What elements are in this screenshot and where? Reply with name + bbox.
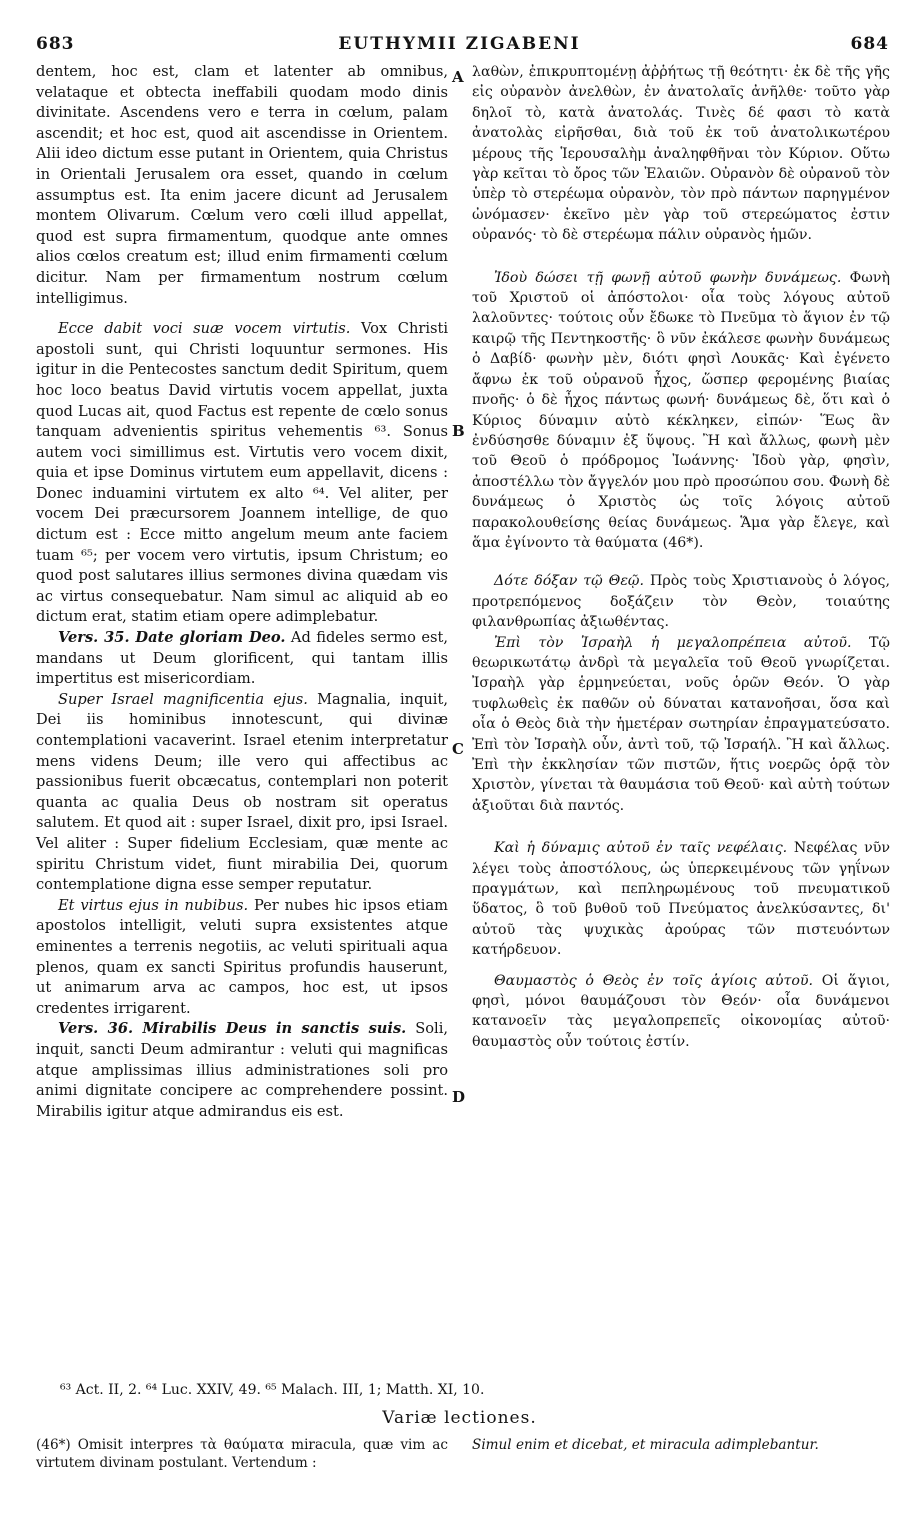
latin-column	[36, 62, 448, 1122]
greek-paragraph-1: λαθὼν, ἐπικρυπτομένῃ ἀῤῥήτως τῇ θεότητι· ἐκ δὲ τῆς γῆς εἰς οὐρανὸν ἀνελθὼν, ἐν ἀνατολαῖς ἀνῆλθε· τοῦτο γὰρ δηλοῖ τὸ, κατὰ ἀνατολάς. Τινὲς δέ φασι τὸ κατὰ ἀνατολὰς εἰρῆσθαι, διὰ τοῦ ἐκ τοῦ ἀνατολικωτέρου μέρους τῆς Ἱερουσαλὴμ ἀναληφθῆναι τὸν Κύριον. Οὕτω γὰρ κεῖται τὸ ὄρος τῶν Ἐλαιῶν. Οὐρανὸν δὲ οὐρανοῦ τὸν ὑπὲρ τὸ στερέωμα οὐρανὸν, τὸν πρὸ πάντων παρηγμένον ὠνόμασεν· ἐκεῖνο μὲν γὰρ τοῦ στερεώματος ἐστιν οὐρανός· τὸ δὲ στερέωμα πάλιν οὐρανὸς ἡμῶν.	[472, 64, 890, 244]
greek-text-5: Νεφέλας νῦν λέγει τοὺς ἀποστόλους, ὡς ὑπερκειμένους τῶν γηΐνων πραγμάτων, καὶ πεπληρωμένους τοῦ πνευματικοῦ ὕδατος, ὃ τοῦ βυθοῦ τοῦ Πνεύματος ἀνελκύσαντες, δι' αὐτοῦ τὰς ψυχικὰς ἀρούρας τῶν πιστευόντων κατήρδευον.	[472, 840, 890, 959]
latin-text-6: Soli, inquit, sancti Deum admirantur : veluti qui magnificas atque amplissimas illius administrationes soli pro animi dignitate concipere ac comprehendere possint. Mirabilis igitur atque admirandus eis est.	[36, 1020, 449, 1120]
margin-letter-c: C	[452, 740, 464, 758]
greek-text-3: Πρὸς τοὺς Χριστιανοὺς ὁ λόγος, προτρεπόμενος δοξάζειν τὸν Θεὸν, τοιαύτης φιλανθρωπίας ἀξιωθέντας.	[472, 573, 891, 631]
greek-paragraph-4	[472, 633, 890, 817]
greek-column	[472, 62, 890, 1052]
latin-lemma-6: Vers. 36. Mirabilis Deus in sanctis suis.	[58, 1020, 407, 1038]
running-title: EUTHYMII ZIGABENI	[338, 34, 581, 54]
greek-lemma-3: Δότε δόξαν τῷ Θεῷ.	[494, 573, 645, 590]
latin-lemma-3: Vers. 35. Date gloriam Deo.	[58, 629, 286, 647]
latin-paragraph-1: dentem, hoc est, clam et latenter ab omnibus, velataque et obtecta ineffabili quodam modo dinis divinitate. Ascendens vero e terra in cœlum, palam ascendit; et hoc est, quod ait ascendisse in Orientem. Alii ideo dictum esse putant in Orientem, quia Christus in Orientali Jerusalem ora esset, quando in cœlum assumptus est. Ita enim jacere dicunt ad Jerusalem montem Olivarum. Cœlum vero cœli illud appellat, quod est supra firmamentum, quodque ante omnes alios cœlos creatum est; illud enim firmamenti cœlum dicitur. Nam per firmamentum nostrum cœlum intelligimus.	[36, 63, 448, 307]
page-number-right: 684	[850, 34, 889, 54]
latin-paragraph-4	[36, 690, 448, 896]
margin-letter-a: A	[452, 68, 464, 86]
margin-letter-d: D	[452, 1088, 466, 1106]
latin-text-3: Ad fideles sermo est, mandans ut Deum glorificent, qui tantam illis impertitus est misericordiam.	[36, 629, 448, 688]
greek-text-6: Οἱ ἅγιοι, φησὶ, μόνοι θαυμάζουσι τὸν Θεόν· οἷα δυνάμενοι κατανοεῖν τὰς μεγαλοπρεπεῖς οἰκονομίας αὐτοῦ· θαυμαστὸς οὖν τούτοις ἐστίν.	[472, 972, 890, 1050]
greek-lemma-2: Ἰδοὺ δώσει τῇ φωνῇ αὐτοῦ φωνὴν δυνάμεως.	[494, 269, 842, 286]
greek-text-2: Φωνὴ τοῦ Χριστοῦ οἱ ἀπόστολοι· οἷα τοὺς λόγους αὐτοῦ λαλοῦντες· τούτοις οὖν ἔδωκε τὸ Πνεῦμα τὸ ἅγιον ἐν τῷ καιρῷ τῆς Πεντηκοστῆς· ὃ νῦν ἐκάλεσε φωνὴν δυνάμεως ὁ Δαβίδ· φωνὴν μὲν, διότι φησὶ Λουκᾶς· Καὶ ἐγένετο ἄφνω ἐκ τοῦ οὐρανοῦ ἦχος, ὥσπερ φερομένης βιαίας πνοῆς· ὁ δὲ ἦχος πάντως φωνή· δυνάμεως δὲ, ὅτι καὶ ὁ Κύριος δύναμιν αὐτὸ κέκληκεν, εἰπών· Ἕως ἂν ἐνδύσησθε δύναμιν ἐξ ὕψους. Ἢ καὶ ἄλλως, φωνὴ μὲν τοῦ Θεοῦ ὁ πρόδρομος Ἰωάννης· Ἰδοὺ γὰρ, φησὶν, ἀποστέλλω τὸν ἄγγελόν μου πρὸ προσώπου σου. Φωνὴ δὲ δυνάμεως ὁ Χριστὸς ὡς τοῖς λόγοις αὐτοῦ παρακολουθείσης θείας δυνάμεως. Ἅμα γὰρ ἔλεγε, καὶ ἅμα ἐγίνοντο τὰ θαύματα (46*).	[472, 269, 890, 551]
latin-text-4: Magnalia, inquit, Dei iis hominibus innotescunt, qui divinæ contemplationi vacaverint. Israel etenim interpretatur mens videns Deum; ille vero qui affectibus ac passionibus fuerit obcæcatus, contemplari non poterit quanta ac qualia Deus ob nostram sit operatus salutem. Et quod ait : super Israel, dixit pro, ipsi Israel. Vel aliter : Super fidelium Ecclesiam, quæ mente ac spiritu Christum videt, fiunt mirabilia Dei, quorum contemplatione digna esse semper reputatur.	[36, 690, 448, 894]
greek-text-4: Τῷ θεωρικωτάτῳ ἀνδρὶ τὰ μεγαλεῖα τοῦ Θεοῦ γνωρίζεται. Ἰσραὴλ γὰρ ἑρμηνεύεται, νοῦς ὁρῶν Θεόν. Ὁ γὰρ τυφλωθεὶς ἐκ παθῶν οὐ δύναται κατανοῆσαι, ὅσα καὶ οἷα ὁ Θεὸς διὰ τὴν ἡμετέραν σωτηρίαν ἐπραγματεύσατο. Ἐπὶ τὸν Ἰσραὴλ οὖν, ἀντὶ τοῦ, τῷ Ἰσραήλ. Ἢ καὶ ἄλλως. Ἐπὶ τὴν ἐκκλησίαν τῶν πιστῶν, ἥτις νοερῶς ὁρᾷ τὸν Χριστὸν, γίνεται τὰ θαυμάσια τοῦ Θεοῦ· καὶ αὐτὴ τούτων ἀξιοῦται διὰ παντός.	[472, 634, 890, 814]
greek-paragraph-6	[472, 971, 890, 1053]
latin-text-2: Vox Christi apostoli sunt, qui Christi loquuntur sermones. His igitur in die Pentecostes sanctum dedit Spiritum, quem hoc loco beatus David virtutis vocem appellat, juxta quod Lucas ait, quod Factus est repente de cœlo sonus tanquam advenientis spiritus vehementis ⁶³. Sonus autem voci simillimus est. Virtutis vero vocem dixit, quia et ipse Dominus virtutem eum appellavit, dicens : Donec induamini virtutem ex alto ⁶⁴. Vel aliter, per vocem Dei præcursorem Joannem intellige, de quo dictum est : Ecce mitto angelum meum ante faciem tuam ⁶⁵; per vocem vero virtutis, ipsum Christum; eo quod post salutares illius sermones divina quædam vis ac virtus consequebatur. Nam simul ac aliquid ab eo dictum erat, statim etiam opere adimplebatur.	[36, 320, 449, 626]
footnotes: ⁶³ Act. II, 2. ⁶⁴ Luc. XXIV, 49. ⁶⁵ Malach. III, 1; Matth. XI, 10.	[60, 1382, 485, 1398]
latin-lemma-5: Et virtus ejus in nubibus.	[58, 896, 249, 914]
greek-paragraph-5	[472, 838, 890, 960]
variae-lectiones-title: Variæ lectiones.	[382, 1408, 537, 1428]
latin-paragraph-5	[36, 896, 448, 1020]
latin-lemma-4: Super Israel magnificentia ejus.	[58, 690, 308, 708]
greek-paragraph-2	[472, 268, 890, 554]
greek-lemma-6: Θαυμαστὸς ὁ Θεὸς ἐν τοῖς ἁγίοις αὐτοῦ.	[494, 972, 814, 989]
latin-paragraph-3	[36, 628, 448, 690]
greek-lemma-5: Καὶ ἡ δύναμις αὐτοῦ ἐν ταῖς νεφέλαις.	[494, 840, 788, 857]
latin-text-5: Per nubes hic ipsos etiam apostolos intelligit, veluti supra exsistentes atque eminentes a terrenis negotiis, ac veluti spirituali aqua plenos, quam ex sancti Spiritus profundis hauserunt, ut animarum arva ac campos, hoc est, ut ipsos credentes irrigarent.	[36, 896, 448, 1017]
variant-note-left: (46*) Omisit interpres τὰ θαύματα miracula, quæ vim ac virtutem divinam postulant. Vertendum :	[36, 1437, 448, 1471]
latin-lemma-2: Ecce dabit voci suæ vocem virtutis.	[58, 320, 351, 338]
margin-letter-b: B	[452, 422, 465, 440]
variant-note-right: Simul enim et dicebat, et miracula adimplebantur.	[472, 1437, 819, 1453]
greek-lemma-4: Ἐπὶ τὸν Ἰσραὴλ ἡ μεγαλοπρέπεια αὐτοῦ.	[494, 634, 852, 651]
greek-paragraph-3	[472, 571, 890, 632]
latin-paragraph-6	[36, 1019, 448, 1122]
page-number-left: 683	[36, 34, 75, 54]
latin-paragraph-2	[36, 319, 448, 628]
